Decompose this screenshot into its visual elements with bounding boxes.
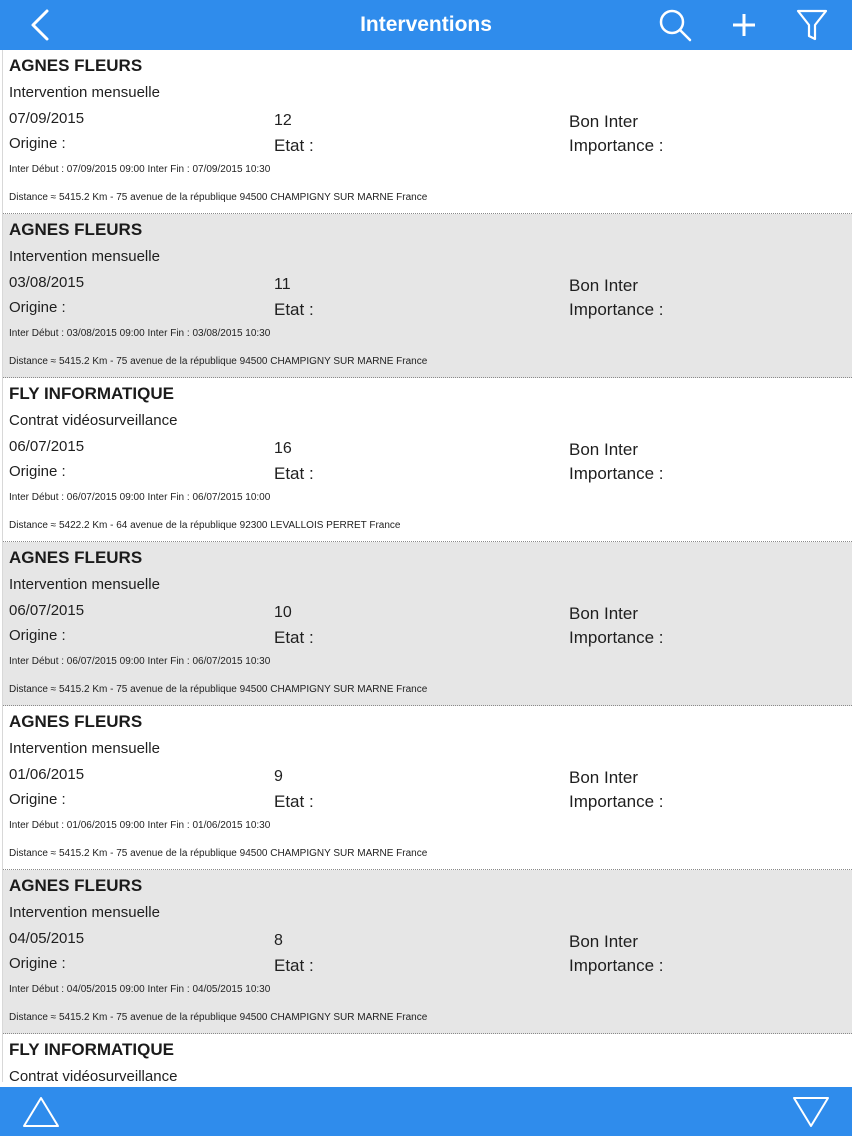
intervention-times: Inter Début : 04/05/2015 09:00 Inter Fin : 04/05/2015 10:30 bbox=[9, 984, 271, 995]
origine-label: Origine : bbox=[9, 299, 66, 316]
intervention-description: Contrat vidéosurveillance bbox=[9, 412, 178, 429]
intervention-number: 12 bbox=[274, 112, 292, 129]
top-navigation-bar bbox=[0, 0, 852, 50]
bon-inter-label: Bon Inter bbox=[569, 604, 638, 623]
intervention-row[interactable] bbox=[3, 50, 852, 214]
intervention-date: 01/06/2015 bbox=[9, 766, 85, 783]
client-name: AGNES FLEURS bbox=[9, 712, 143, 731]
intervention-date: 06/07/2015 bbox=[9, 602, 85, 619]
triangle-down-icon bbox=[792, 1095, 830, 1129]
intervention-date: 06/07/2015 bbox=[9, 438, 85, 455]
scroll-down-button[interactable] bbox=[788, 1087, 834, 1136]
intervention-row[interactable] bbox=[3, 214, 852, 378]
intervention-description: Intervention mensuelle bbox=[9, 740, 160, 757]
intervention-row[interactable] bbox=[3, 542, 852, 706]
client-name: FLY INFORMATIQUE bbox=[9, 1040, 174, 1059]
intervention-number: 8 bbox=[274, 932, 283, 949]
client-name: AGNES FLEURS bbox=[9, 876, 143, 895]
origine-label: Origine : bbox=[9, 135, 66, 152]
intervention-date: 03/08/2015 bbox=[9, 274, 85, 291]
etat-label: Etat : bbox=[274, 956, 314, 975]
filter-button[interactable] bbox=[790, 0, 834, 50]
search-button[interactable] bbox=[652, 0, 698, 50]
etat-label: Etat : bbox=[274, 464, 314, 483]
plus-icon bbox=[731, 12, 757, 38]
intervention-times: Inter Début : 07/09/2015 09:00 Inter Fin : 07/09/2015 10:30 bbox=[9, 164, 271, 175]
etat-label: Etat : bbox=[274, 136, 314, 155]
bon-inter-label: Bon Inter bbox=[569, 768, 638, 787]
importance-label: Importance : bbox=[569, 300, 664, 319]
intervention-times: Inter Début : 03/08/2015 09:00 Inter Fin : 03/08/2015 10:30 bbox=[9, 328, 271, 339]
client-name: AGNES FLEURS bbox=[9, 548, 143, 567]
intervention-row[interactable] bbox=[3, 1034, 852, 1082]
origine-label: Origine : bbox=[9, 791, 66, 808]
bon-inter-label: Bon Inter bbox=[569, 112, 638, 131]
importance-label: Importance : bbox=[569, 464, 664, 483]
search-icon bbox=[658, 8, 692, 42]
triangle-up-icon bbox=[22, 1095, 60, 1129]
etat-label: Etat : bbox=[274, 628, 314, 647]
bon-inter-label: Bon Inter bbox=[569, 276, 638, 295]
intervention-times: Inter Début : 06/07/2015 09:00 Inter Fin : 06/07/2015 10:30 bbox=[9, 656, 271, 667]
intervention-row[interactable] bbox=[3, 870, 852, 1034]
importance-label: Importance : bbox=[569, 136, 664, 155]
intervention-date: 04/05/2015 bbox=[9, 930, 85, 947]
intervention-distance: Distance ≈ 5415.2 Km - 75 avenue de la république 94500 CHAMPIGNY SUR MARNE France bbox=[9, 684, 428, 695]
etat-label: Etat : bbox=[274, 300, 314, 319]
intervention-row[interactable] bbox=[3, 378, 852, 542]
interventions-list[interactable] bbox=[2, 50, 852, 1082]
add-intervention-button[interactable] bbox=[722, 0, 766, 50]
page-title: Interventions bbox=[360, 13, 492, 36]
intervention-distance: Distance ≈ 5415.2 Km - 75 avenue de la république 94500 CHAMPIGNY SUR MARNE France bbox=[9, 192, 428, 203]
intervention-description: Intervention mensuelle bbox=[9, 84, 160, 101]
intervention-description: Contrat vidéosurveillance bbox=[9, 1068, 178, 1082]
bottom-toolbar bbox=[0, 1087, 852, 1136]
intervention-times: Inter Début : 06/07/2015 09:00 Inter Fin : 06/07/2015 10:00 bbox=[9, 492, 271, 503]
intervention-row[interactable] bbox=[3, 706, 852, 870]
intervention-distance: Distance ≈ 5415.2 Km - 75 avenue de la république 94500 CHAMPIGNY SUR MARNE France bbox=[9, 356, 428, 367]
origine-label: Origine : bbox=[9, 463, 66, 480]
scroll-up-button[interactable] bbox=[18, 1087, 64, 1136]
intervention-number: 16 bbox=[274, 440, 292, 457]
intervention-number: 11 bbox=[274, 276, 291, 293]
etat-label: Etat : bbox=[274, 792, 314, 811]
intervention-times: Inter Début : 01/06/2015 09:00 Inter Fin : 01/06/2015 10:30 bbox=[9, 820, 271, 831]
client-name: FLY INFORMATIQUE bbox=[9, 384, 174, 403]
origine-label: Origine : bbox=[9, 955, 66, 972]
intervention-description: Intervention mensuelle bbox=[9, 576, 160, 593]
intervention-number: 9 bbox=[274, 768, 283, 785]
intervention-distance: Distance ≈ 5415.2 Km - 75 avenue de la république 94500 CHAMPIGNY SUR MARNE France bbox=[9, 848, 428, 859]
client-name: AGNES FLEURS bbox=[9, 56, 143, 75]
client-name: AGNES FLEURS bbox=[9, 220, 143, 239]
origine-label: Origine : bbox=[9, 627, 66, 644]
intervention-date: 07/09/2015 bbox=[9, 110, 85, 127]
bon-inter-label: Bon Inter bbox=[569, 932, 638, 951]
filter-icon bbox=[795, 8, 829, 42]
intervention-description: Intervention mensuelle bbox=[9, 248, 160, 265]
intervention-number: 10 bbox=[274, 604, 292, 621]
intervention-distance: Distance ≈ 5422.2 Km - 64 avenue de la république 92300 LEVALLOIS PERRET France bbox=[9, 520, 401, 531]
importance-label: Importance : bbox=[569, 628, 664, 647]
bon-inter-label: Bon Inter bbox=[569, 440, 638, 459]
intervention-distance: Distance ≈ 5415.2 Km - 75 avenue de la république 94500 CHAMPIGNY SUR MARNE France bbox=[9, 1012, 428, 1023]
importance-label: Importance : bbox=[569, 956, 664, 975]
intervention-description: Intervention mensuelle bbox=[9, 904, 160, 921]
importance-label: Importance : bbox=[569, 792, 664, 811]
